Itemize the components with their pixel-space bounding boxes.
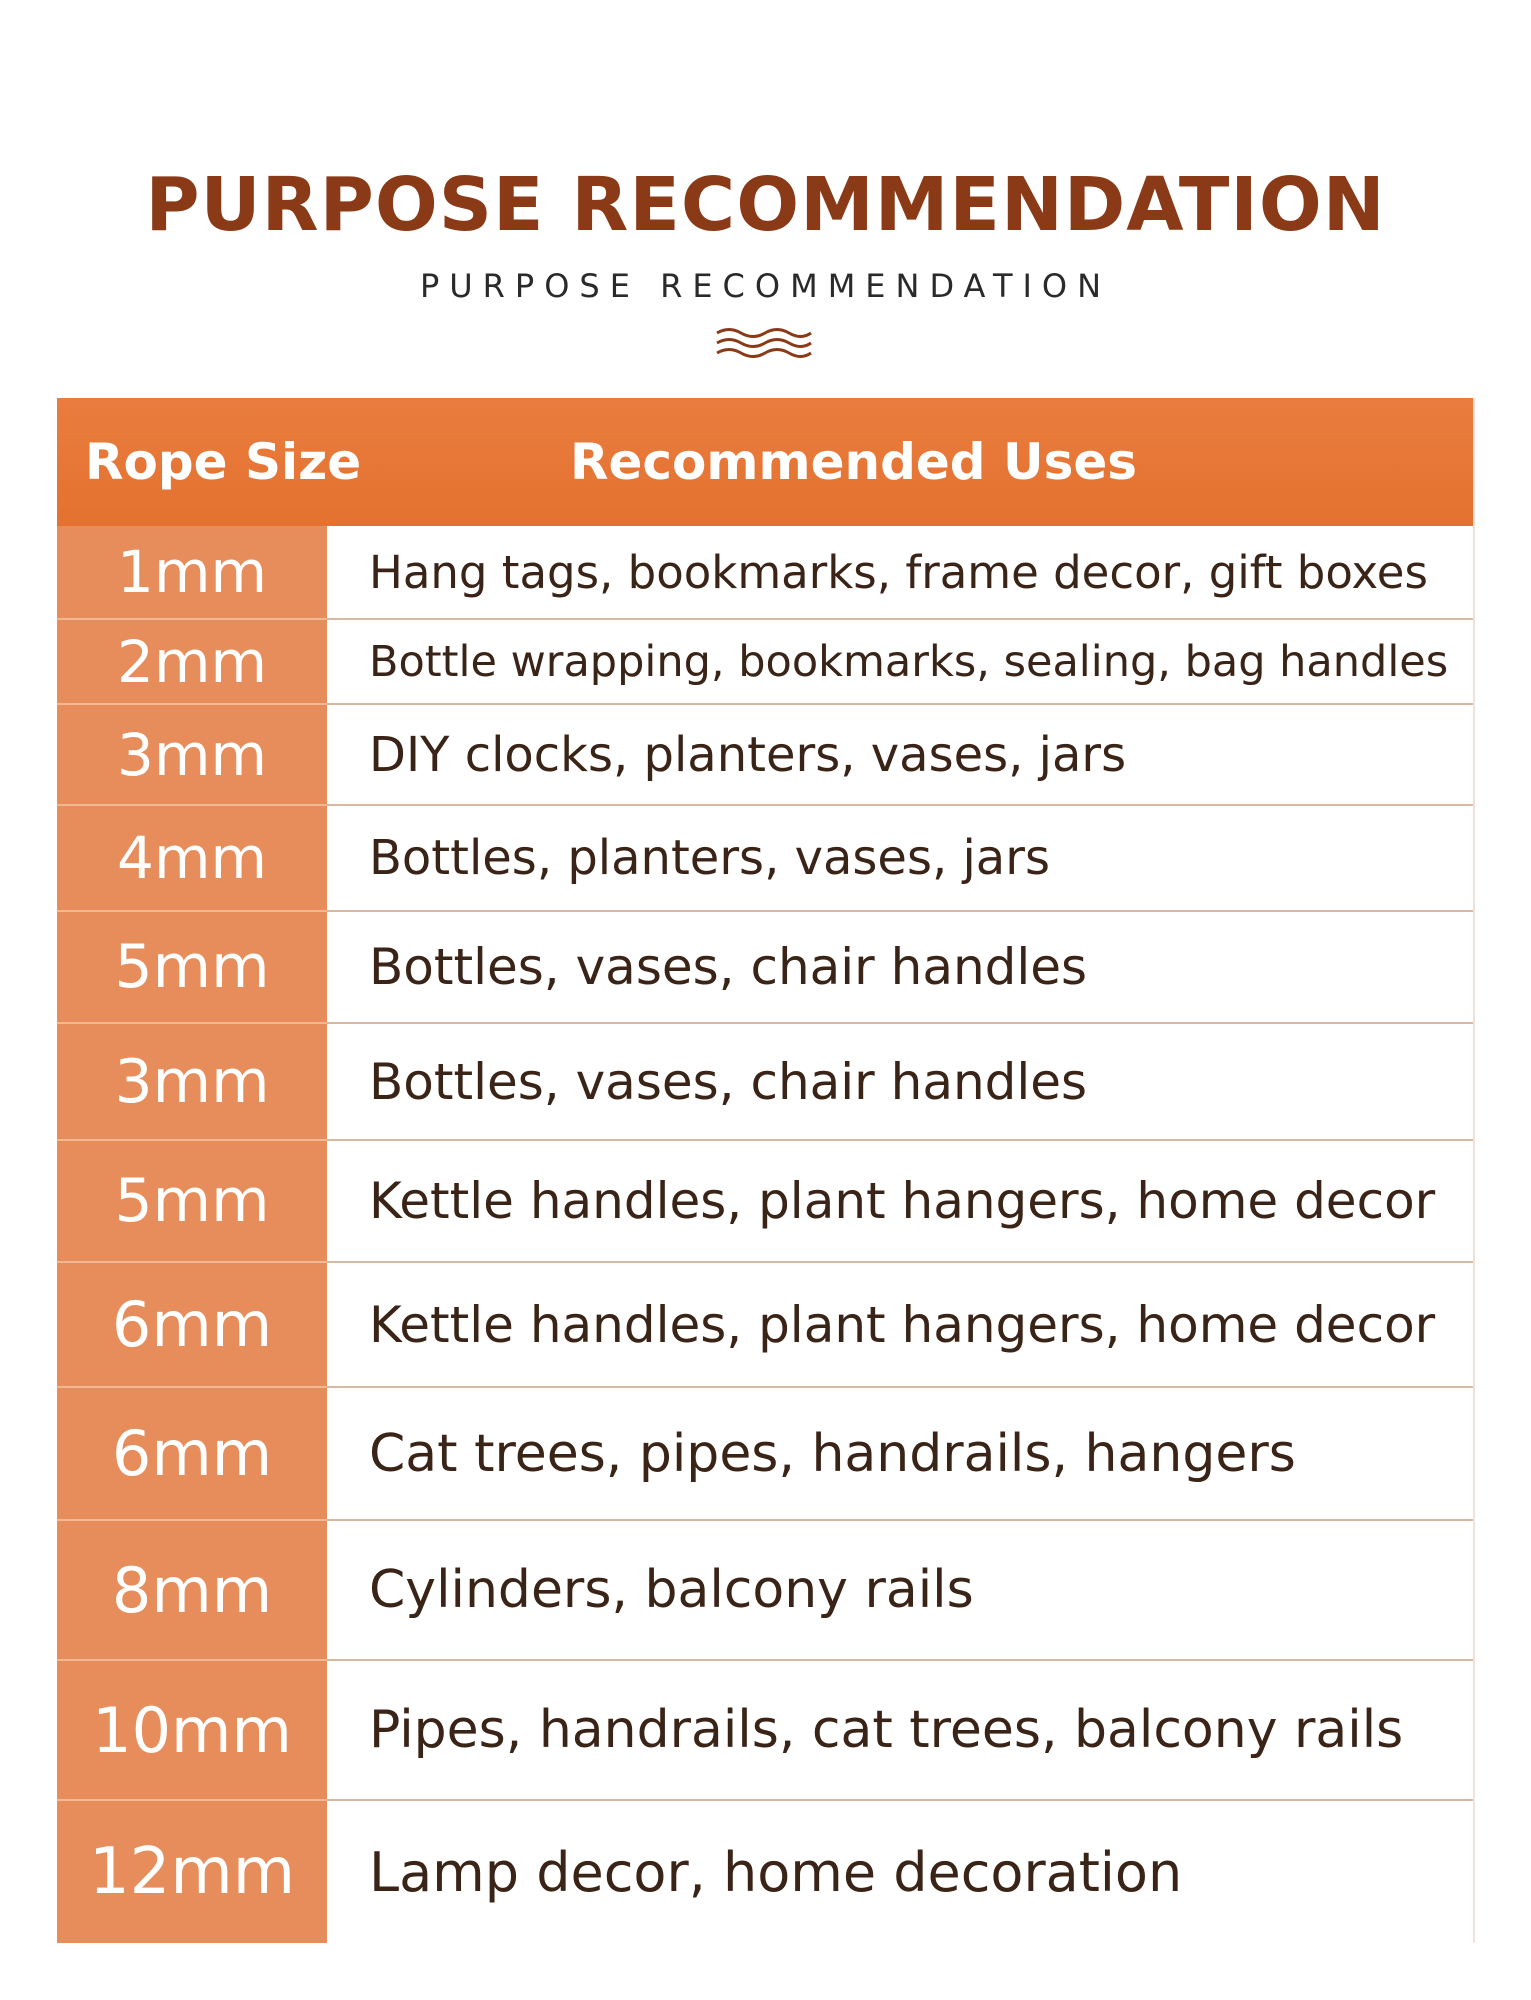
rope-size-cell: 10mm <box>57 1661 327 1801</box>
recommended-uses-cell: Bottles, planters, vases, jars <box>327 806 1473 912</box>
recommended-uses-cell: Hang tags, bookmarks, frame decor, gift boxes <box>327 526 1473 620</box>
recommended-uses-cell: Pipes, handrails, cat trees, balcony rails <box>327 1661 1473 1801</box>
rope-size-cell: 12mm <box>57 1801 327 1943</box>
recommended-uses-cell: Bottles, vases, chair handles <box>327 1024 1473 1141</box>
rope-size-cell: 3mm <box>57 705 327 806</box>
rope-size-cell: 6mm <box>57 1263 327 1388</box>
rope-size-cell: 8mm <box>57 1521 327 1661</box>
table-row <box>57 912 1473 1024</box>
page-header <box>0 0 1531 380</box>
table-row <box>57 1521 1473 1661</box>
recommended-uses-cell: Bottles, vases, chair handles <box>327 912 1473 1024</box>
recommended-uses-cell: Lamp decor, home decoration <box>327 1801 1473 1943</box>
rope-size-cell: 2mm <box>57 620 327 705</box>
table-row <box>57 1801 1473 1943</box>
column-header-rope-size: Rope Size <box>85 433 362 491</box>
table-row <box>57 620 1473 705</box>
rope-size-cell: 5mm <box>57 1141 327 1263</box>
rope-size-cell: 1mm <box>57 526 327 620</box>
table-header <box>57 398 1473 526</box>
page-title: PURPOSE RECOMMENDATION <box>145 162 1386 248</box>
table-row <box>57 705 1473 806</box>
recommended-uses-cell: Bottle wrapping, bookmarks, sealing, bag handles <box>327 620 1473 705</box>
rope-size-cell: 6mm <box>57 1388 327 1521</box>
page-subtitle: PURPOSE RECOMMENDATION <box>419 267 1112 305</box>
wave-lines-icon <box>713 325 813 361</box>
table-row <box>57 1263 1473 1388</box>
recommended-uses-cell: Kettle handles, plant hangers, home decor <box>327 1263 1473 1388</box>
rope-size-cell: 3mm <box>57 1024 327 1141</box>
table-row <box>57 806 1473 912</box>
table-row <box>57 1661 1473 1801</box>
recommended-uses-cell: Cat trees, pipes, handrails, hangers <box>327 1388 1473 1521</box>
recommended-uses-cell: DIY clocks, planters, vases, jars <box>327 705 1473 806</box>
recommended-uses-cell: Cylinders, balcony rails <box>327 1521 1473 1661</box>
rope-size-cell: 4mm <box>57 806 327 912</box>
rope-size-cell: 5mm <box>57 912 327 1024</box>
table-row <box>57 526 1473 620</box>
table-row <box>57 1024 1473 1141</box>
table-row <box>57 1388 1473 1521</box>
recommended-uses-cell: Kettle handles, plant hangers, home decor <box>327 1141 1473 1263</box>
table-row <box>57 1141 1473 1263</box>
column-header-recommended-uses: Recommended Uses <box>570 433 1138 491</box>
recommendation-table <box>57 398 1475 1943</box>
